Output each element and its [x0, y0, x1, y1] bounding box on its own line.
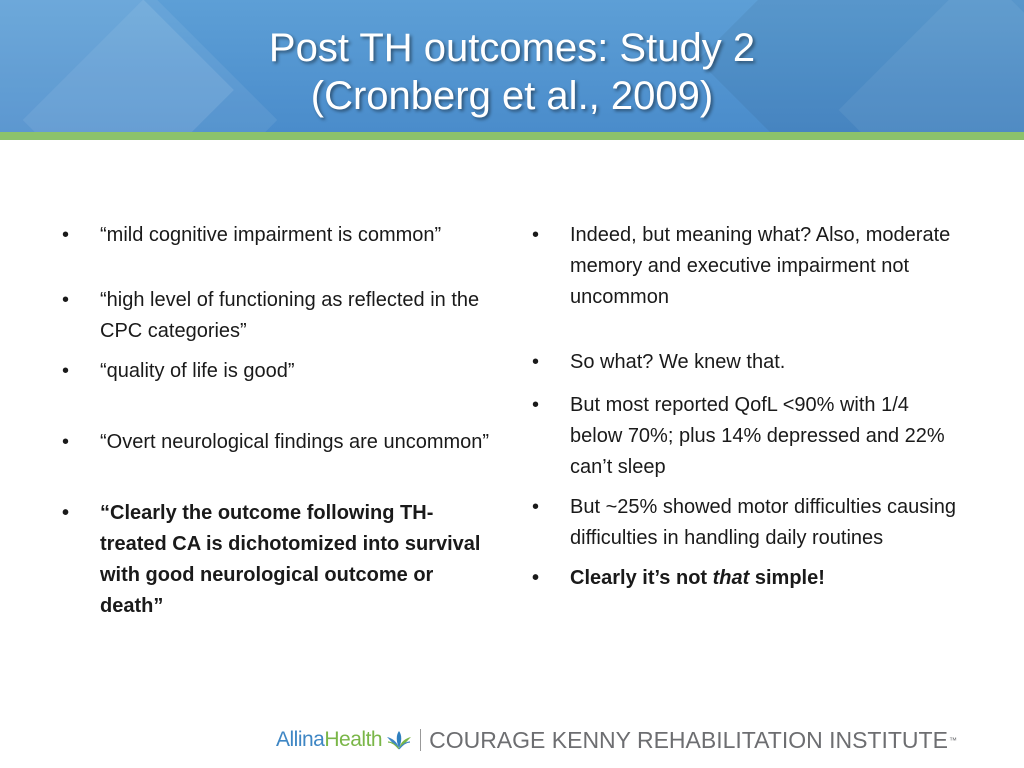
bullet-icon: •	[62, 431, 70, 453]
accent-rule	[0, 132, 1024, 140]
bullet-text-after: simple!	[749, 567, 825, 589]
bullet-icon: •	[62, 289, 70, 311]
bullet-text: “high level of functioning as reflected in the CPC categories”	[100, 289, 480, 342]
bullet-text: But most reported QofL <90% with 1/4 below 70%; plus 14% depressed and 22% can’t sleep	[570, 394, 945, 478]
institute-name: COURAGE KENNY REHABILITATION INSTITUTE	[429, 726, 948, 753]
allina-leaf-icon	[386, 730, 412, 750]
list-item	[530, 492, 960, 554]
footer-divider	[420, 729, 421, 751]
slide-title-line2: (Cronberg et al., 2009)	[310, 74, 714, 118]
list-item	[60, 498, 500, 622]
bullet-text-before: Clearly it’s not	[570, 567, 713, 589]
list-item	[530, 563, 960, 594]
bullet-icon: •	[532, 496, 540, 518]
bullet-text: But ~25% showed motor difficulties causing difficulties in handling daily routines	[570, 496, 956, 549]
slide-title-line1: Post TH outcomes: Study 2	[268, 26, 756, 70]
list-item	[60, 285, 500, 347]
bullet-icon: •	[532, 394, 540, 416]
bullet-text-emphasis: that	[712, 567, 750, 589]
bullet-text: “quality of life is good”	[100, 360, 295, 382]
list-item	[530, 347, 960, 378]
list-item	[530, 220, 960, 313]
bullet-icon: •	[532, 351, 540, 373]
left-column	[60, 220, 500, 622]
trademark-symbol: ™	[948, 735, 957, 745]
bullet-icon: •	[62, 360, 70, 382]
bullet-text: “Overt neurological findings are uncommon”	[100, 431, 490, 453]
list-item	[60, 356, 500, 387]
bullet-icon: •	[532, 567, 540, 589]
right-column	[530, 220, 960, 594]
footer-logo	[276, 724, 957, 756]
list-item	[60, 427, 500, 458]
bullet-icon: •	[62, 224, 70, 246]
slide-title	[0, 24, 1024, 120]
bullet-text: Indeed, but meaning what? Also, moderate memory and executive impairment not uncommon	[570, 224, 951, 308]
allina-logo-text-allina: Allina	[276, 728, 325, 751]
bullet-text: “mild cognitive impairment is common”	[100, 224, 442, 246]
title-banner	[0, 0, 1024, 132]
left-bullet-list	[60, 220, 500, 622]
list-item	[530, 390, 960, 483]
list-item	[60, 220, 500, 251]
bullet-text: “Clearly the outcome following TH-treated CA is dichotomized into survival with good neurological outcome or death”	[100, 502, 481, 617]
bullet-text: So what? We knew that.	[570, 351, 786, 373]
allina-logo-text-health: Health	[324, 728, 383, 751]
bullet-icon: •	[62, 502, 70, 524]
bullet-icon: •	[532, 224, 540, 246]
right-bullet-list	[530, 220, 960, 594]
